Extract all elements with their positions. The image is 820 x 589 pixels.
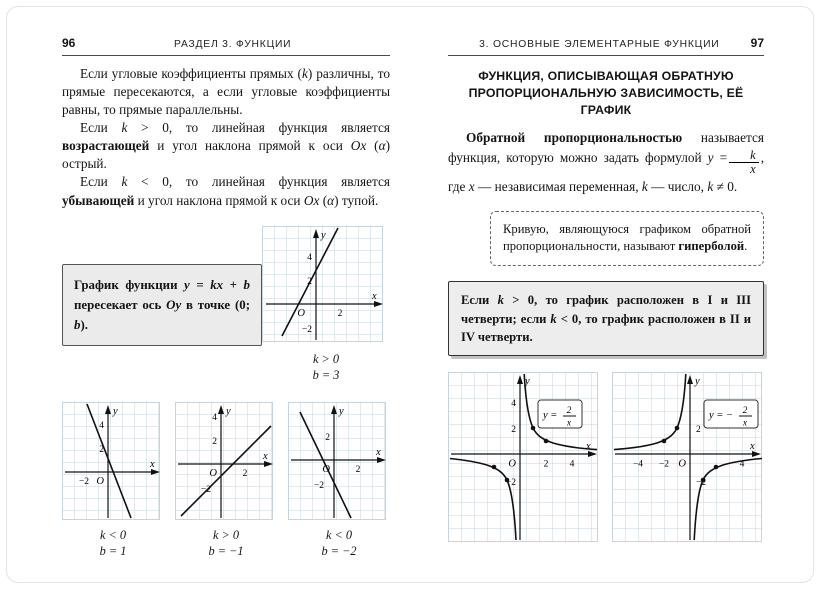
point-neg2-neg1 bbox=[492, 465, 497, 470]
paragraph-decreasing: Если k < 0, то линейная функция является убывающей и угол наклона прямой к оси Ox (α) тупой. bbox=[62, 174, 390, 208]
caption-b: b = 3 bbox=[312, 367, 340, 382]
intro-text-b: , где x — независимая переменная, k — число, k ≠ 0. bbox=[448, 149, 765, 194]
point-2-1 bbox=[544, 439, 549, 444]
y-axis-label: y bbox=[113, 405, 118, 417]
tick-y-4: 4 bbox=[99, 420, 104, 431]
caption-k: k > 0 bbox=[312, 351, 340, 366]
x-axis-label: x bbox=[372, 290, 377, 302]
tick-x-4: 4 bbox=[739, 459, 745, 470]
hyperbola-graphs-row bbox=[448, 372, 764, 544]
mini-graph-block-3 bbox=[288, 402, 390, 560]
caption-k: k > 0 bbox=[212, 527, 240, 542]
tick-x-neg2: −2 bbox=[78, 476, 90, 487]
tick-x-4: 4 bbox=[569, 459, 575, 470]
tick-x-neg4: −4 bbox=[632, 459, 644, 470]
formula-fraction bbox=[729, 149, 759, 177]
label-numerator: 2 bbox=[566, 406, 572, 417]
graph-caption bbox=[313, 352, 340, 384]
grid bbox=[263, 226, 383, 341]
tick-y-4: 4 bbox=[511, 399, 516, 410]
tick-y-4: 4 bbox=[212, 412, 217, 423]
tick-x-2: 2 bbox=[242, 468, 248, 479]
x-axis-label: x bbox=[750, 441, 755, 453]
point-2-neg1 bbox=[714, 465, 719, 470]
point-neg2-1 bbox=[662, 439, 667, 444]
tick-y-neg2: −2 bbox=[200, 484, 211, 495]
x-axis-label: x bbox=[586, 441, 591, 453]
intro-text-a: Обратной пропорциональностью называется функция, которую можно задать формулой bbox=[448, 129, 764, 165]
hyperbola-definition-box: Кривую, являющуюся графиком обратной пропорциональности, называют гиперболой. bbox=[490, 211, 764, 267]
info-box-intercept: График функции y = kx + b пересекает ось Oy в точке (0; b). bbox=[62, 264, 262, 346]
tick-x-2: 2 bbox=[543, 459, 549, 470]
grid bbox=[613, 373, 762, 542]
graph-caption bbox=[208, 528, 243, 560]
origin-label: O bbox=[322, 463, 330, 475]
tick-x-2: 2 bbox=[355, 464, 361, 475]
tick-y-2: 2 bbox=[696, 425, 701, 436]
y-axis-label: y bbox=[695, 376, 700, 388]
caption-k: k < 0 bbox=[325, 527, 353, 542]
x-axis-label: x bbox=[263, 450, 268, 462]
tick-y-neg2: −2 bbox=[301, 324, 312, 335]
linear-graph-1 bbox=[62, 402, 164, 524]
info-box-and-graph-row bbox=[62, 226, 390, 384]
point-neg1-2 bbox=[675, 426, 680, 431]
label-numerator: 2 bbox=[742, 406, 748, 417]
page-number-left: 96 bbox=[62, 36, 76, 50]
caption-b: b = −1 bbox=[208, 543, 244, 558]
graph-caption bbox=[100, 528, 127, 560]
tick-y-2: 2 bbox=[325, 432, 330, 443]
paragraph-slopes: Если угловые коэффициенты прямых (k) различны, то прямые пересекаются, а если угловые коэффициенты равны, то прямые параллельны. bbox=[62, 66, 390, 118]
y-axis-label: y bbox=[525, 376, 530, 388]
section-title: ФУНКЦИЯ, ОПИСЫВАЮЩАЯ ОБРАТНУЮ ПРОПОРЦИОНАЛЬНУЮ ЗАВИСИМОСТЬ, ЕЁ ГРАФИК bbox=[468, 69, 744, 118]
tick-y-neg2: −2 bbox=[313, 480, 324, 491]
origin-label: O bbox=[678, 458, 686, 470]
caption-b: b = −2 bbox=[321, 543, 357, 558]
formula-equals: = bbox=[719, 149, 728, 165]
linear-graph-2 bbox=[175, 402, 277, 524]
caption-k: k < 0 bbox=[99, 527, 127, 542]
tick-y-neg2: −2 bbox=[696, 478, 707, 489]
grid bbox=[63, 402, 160, 519]
tick-y-2: 2 bbox=[212, 436, 217, 447]
y-axis-label: y bbox=[226, 405, 231, 417]
page-96 bbox=[62, 36, 390, 560]
origin-label: O bbox=[96, 475, 104, 487]
formula-lhs: y bbox=[707, 149, 714, 165]
grid bbox=[176, 402, 273, 519]
formula-numerator: k bbox=[729, 149, 759, 163]
caption-b: b = 1 bbox=[99, 543, 127, 558]
main-graph-block bbox=[262, 226, 390, 384]
running-head-right bbox=[448, 36, 764, 56]
label-lhs: y = bbox=[543, 410, 558, 422]
running-head-title-left: РАЗДЕЛ 3. ФУНКЦИИ bbox=[173, 39, 292, 50]
running-head-left bbox=[62, 36, 390, 56]
quadrants-rule-box: Если k > 0, то график расположен в I и III четверти; если k < 0, то график расположен в II и IV четверти. bbox=[448, 281, 764, 356]
origin-label: O bbox=[209, 467, 217, 479]
mini-graphs-row bbox=[62, 402, 390, 560]
formula-denominator: x bbox=[750, 162, 756, 177]
hyperbola-graph-negative bbox=[612, 372, 764, 544]
tick-x-neg2: −2 bbox=[658, 459, 670, 470]
tick-y-2: 2 bbox=[99, 444, 104, 455]
label-denominator: x bbox=[742, 418, 748, 429]
intro-paragraph bbox=[448, 128, 764, 197]
origin-label: O bbox=[297, 307, 305, 319]
origin-label: O bbox=[508, 458, 516, 470]
linear-graph-3 bbox=[288, 402, 390, 524]
x-axis-label: x bbox=[150, 458, 155, 470]
label-denominator: x bbox=[566, 418, 572, 429]
tick-y-neg2: −2 bbox=[505, 478, 516, 489]
point-1-2 bbox=[531, 426, 536, 431]
grid bbox=[449, 373, 598, 542]
y-axis-label: y bbox=[339, 405, 344, 417]
page-97 bbox=[448, 36, 764, 544]
tick-y-2: 2 bbox=[511, 425, 516, 436]
y-axis-label: y bbox=[321, 229, 326, 241]
tick-y-2: 2 bbox=[307, 276, 312, 287]
hyperbola-graph-positive bbox=[448, 372, 600, 544]
paragraph-increasing: Если k > 0, то линейная функция является возрастающей и угол наклона прямой к оси Ox (α) острый. bbox=[62, 120, 390, 172]
formula-y-equals-k-over-x bbox=[707, 148, 761, 177]
mini-graph-block-1 bbox=[62, 402, 164, 560]
page-number-right: 97 bbox=[750, 36, 764, 50]
graph-caption bbox=[321, 528, 356, 560]
mini-graph-block-2 bbox=[175, 402, 277, 560]
running-head-title-right: 3. ОСНОВНЫЕ ЭЛЕМЕНТАРНЫЕ ФУНКЦИИ bbox=[479, 39, 720, 50]
label-lhs: y = − bbox=[709, 410, 734, 422]
x-axis-label: x bbox=[376, 446, 381, 458]
tick-y-4: 4 bbox=[307, 252, 312, 263]
tick-x-2: 2 bbox=[337, 308, 343, 319]
linear-graph-main bbox=[262, 226, 390, 348]
